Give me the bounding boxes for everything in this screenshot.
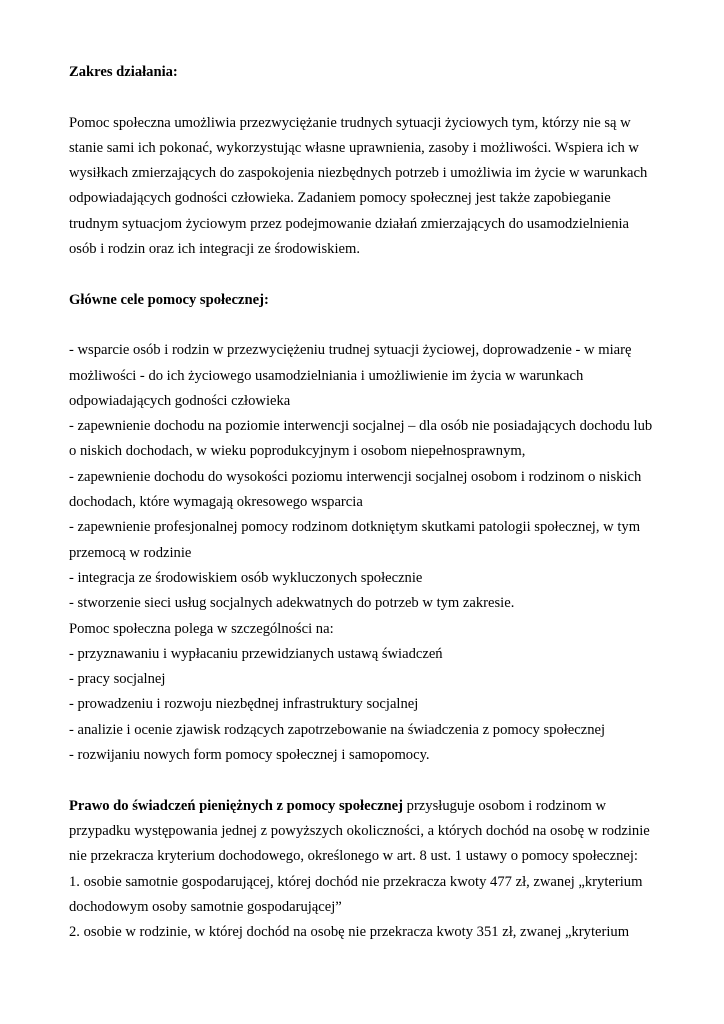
rights-line: nie przekracza kryterium dochodowego, określonego w art. 8 ust. 1 ustawy o pomocy społecznej: [69, 848, 638, 865]
goals-line: - analizie i ocenie zjawisk rodzących zapotrzebowanie na świadczenia z pomocy społecznej [69, 721, 606, 738]
scope-line: trudnym sytuacjom życiowym przez podejmowanie działań zmierzających do usamodzielnienia [69, 215, 630, 232]
scope-line: odpowiadających godności człowieka. Zadaniem pomocy społecznej jest także zapobieganie [69, 190, 611, 207]
goals-line: dochodach, które wymagają okresowego wsparcia [69, 494, 363, 511]
goals-line: - zapewnienie profesjonalnej pomocy rodzinom dotkniętym skutkami patologii społecznej, w tym [69, 519, 641, 536]
goals-line: Pomoc społeczna polega w szczególności na: [69, 620, 334, 637]
rights-paragraph [69, 794, 669, 946]
scope-paragraph [69, 111, 669, 263]
goals-list [69, 338, 669, 768]
rights-line: 1. osobie samotnie gospodarującej, której dochód nie przekracza kwoty 477 zł, zwanej „kryterium [69, 873, 643, 890]
goals-line: odpowiadających godności człowieka [69, 392, 291, 409]
goals-line: możliwości - do ich życiowego usamodzielniania i umożliwienie im życia w warunkach [69, 367, 584, 384]
spacer [69, 85, 669, 110]
goals-line: przemocą w rodzinie [69, 544, 192, 561]
scope-line: wysiłkach zmierzających do zaspokojenia niezbędnych potrzeb i umożliwia im życie w warunkach [69, 165, 648, 182]
goals-line: - stworzenie sieci usług socjalnych adekwatnych do potrzeb w tym zakresie. [69, 595, 515, 612]
rights-first-line [69, 794, 669, 819]
scope-line: osób i rodzin oraz ich integracji ze środowiskiem. [69, 241, 360, 258]
goals-line: - wsparcie osób i rodzin w przezwyciężeniu trudnej sytuacji życiowej, doprowadzenie - w miarę [69, 342, 632, 359]
scope-heading: Zakres działania: [69, 64, 178, 80]
spacer [69, 768, 669, 793]
scope-line: stanie sami ich pokonać, wykorzystując własne uprawnienia, zasoby i możliwości. Wspiera ich w [69, 139, 639, 156]
rights-first-line-rest: przysługuje osobom i rodzinom w [403, 797, 607, 814]
document-page [69, 60, 669, 945]
goals-line: - integracja ze środowiskiem osób wykluczonych społecznie [69, 569, 423, 586]
goals-line: - zapewnienie dochodu do wysokości poziomu interwencji socjalnej osobom i rodzinom o niskich [69, 468, 642, 485]
rights-line: 2. osobie w rodzinie, w której dochód na osobę nie przekracza kwoty 351 zł, zwanej „kryterium [69, 924, 630, 941]
goals-heading: Główne cele pomocy społecznej: [69, 291, 269, 308]
spacer [69, 262, 669, 287]
spacer [69, 313, 669, 338]
goals-line: - rozwijaniu nowych form pomocy społecznej i samopomocy. [69, 747, 430, 764]
rights-line: przypadku występowania jednej z powyższych okoliczności, a których dochód na osobę w rodzinie [69, 822, 650, 839]
rights-bold-lead: Prawo do świadczeń pieniężnych z pomocy społecznej [69, 797, 403, 814]
goals-line: - przyznawaniu i wypłacaniu przewidzianych ustawą świadczeń [69, 645, 443, 662]
goals-line: - zapewnienie dochodu na poziomie interwencji socjalnej – dla osób nie posiadających dochodu lub [69, 418, 653, 435]
scope-line: Pomoc społeczna umożliwia przezwyciężanie trudnych sytuacji życiowych tym, którzy nie są w [69, 114, 631, 131]
goals-line: - prowadzeniu i rozwoju niezbędnej infrastruktury socjalnej [69, 696, 419, 713]
goals-line: o niskich dochodach, w wieku poprodukcyjnym i osobom niepełnosprawnym, [69, 443, 526, 460]
goals-line: - pracy socjalnej [69, 671, 166, 688]
rights-line: dochodowym osoby samotnie gospodarującej” [69, 898, 342, 915]
